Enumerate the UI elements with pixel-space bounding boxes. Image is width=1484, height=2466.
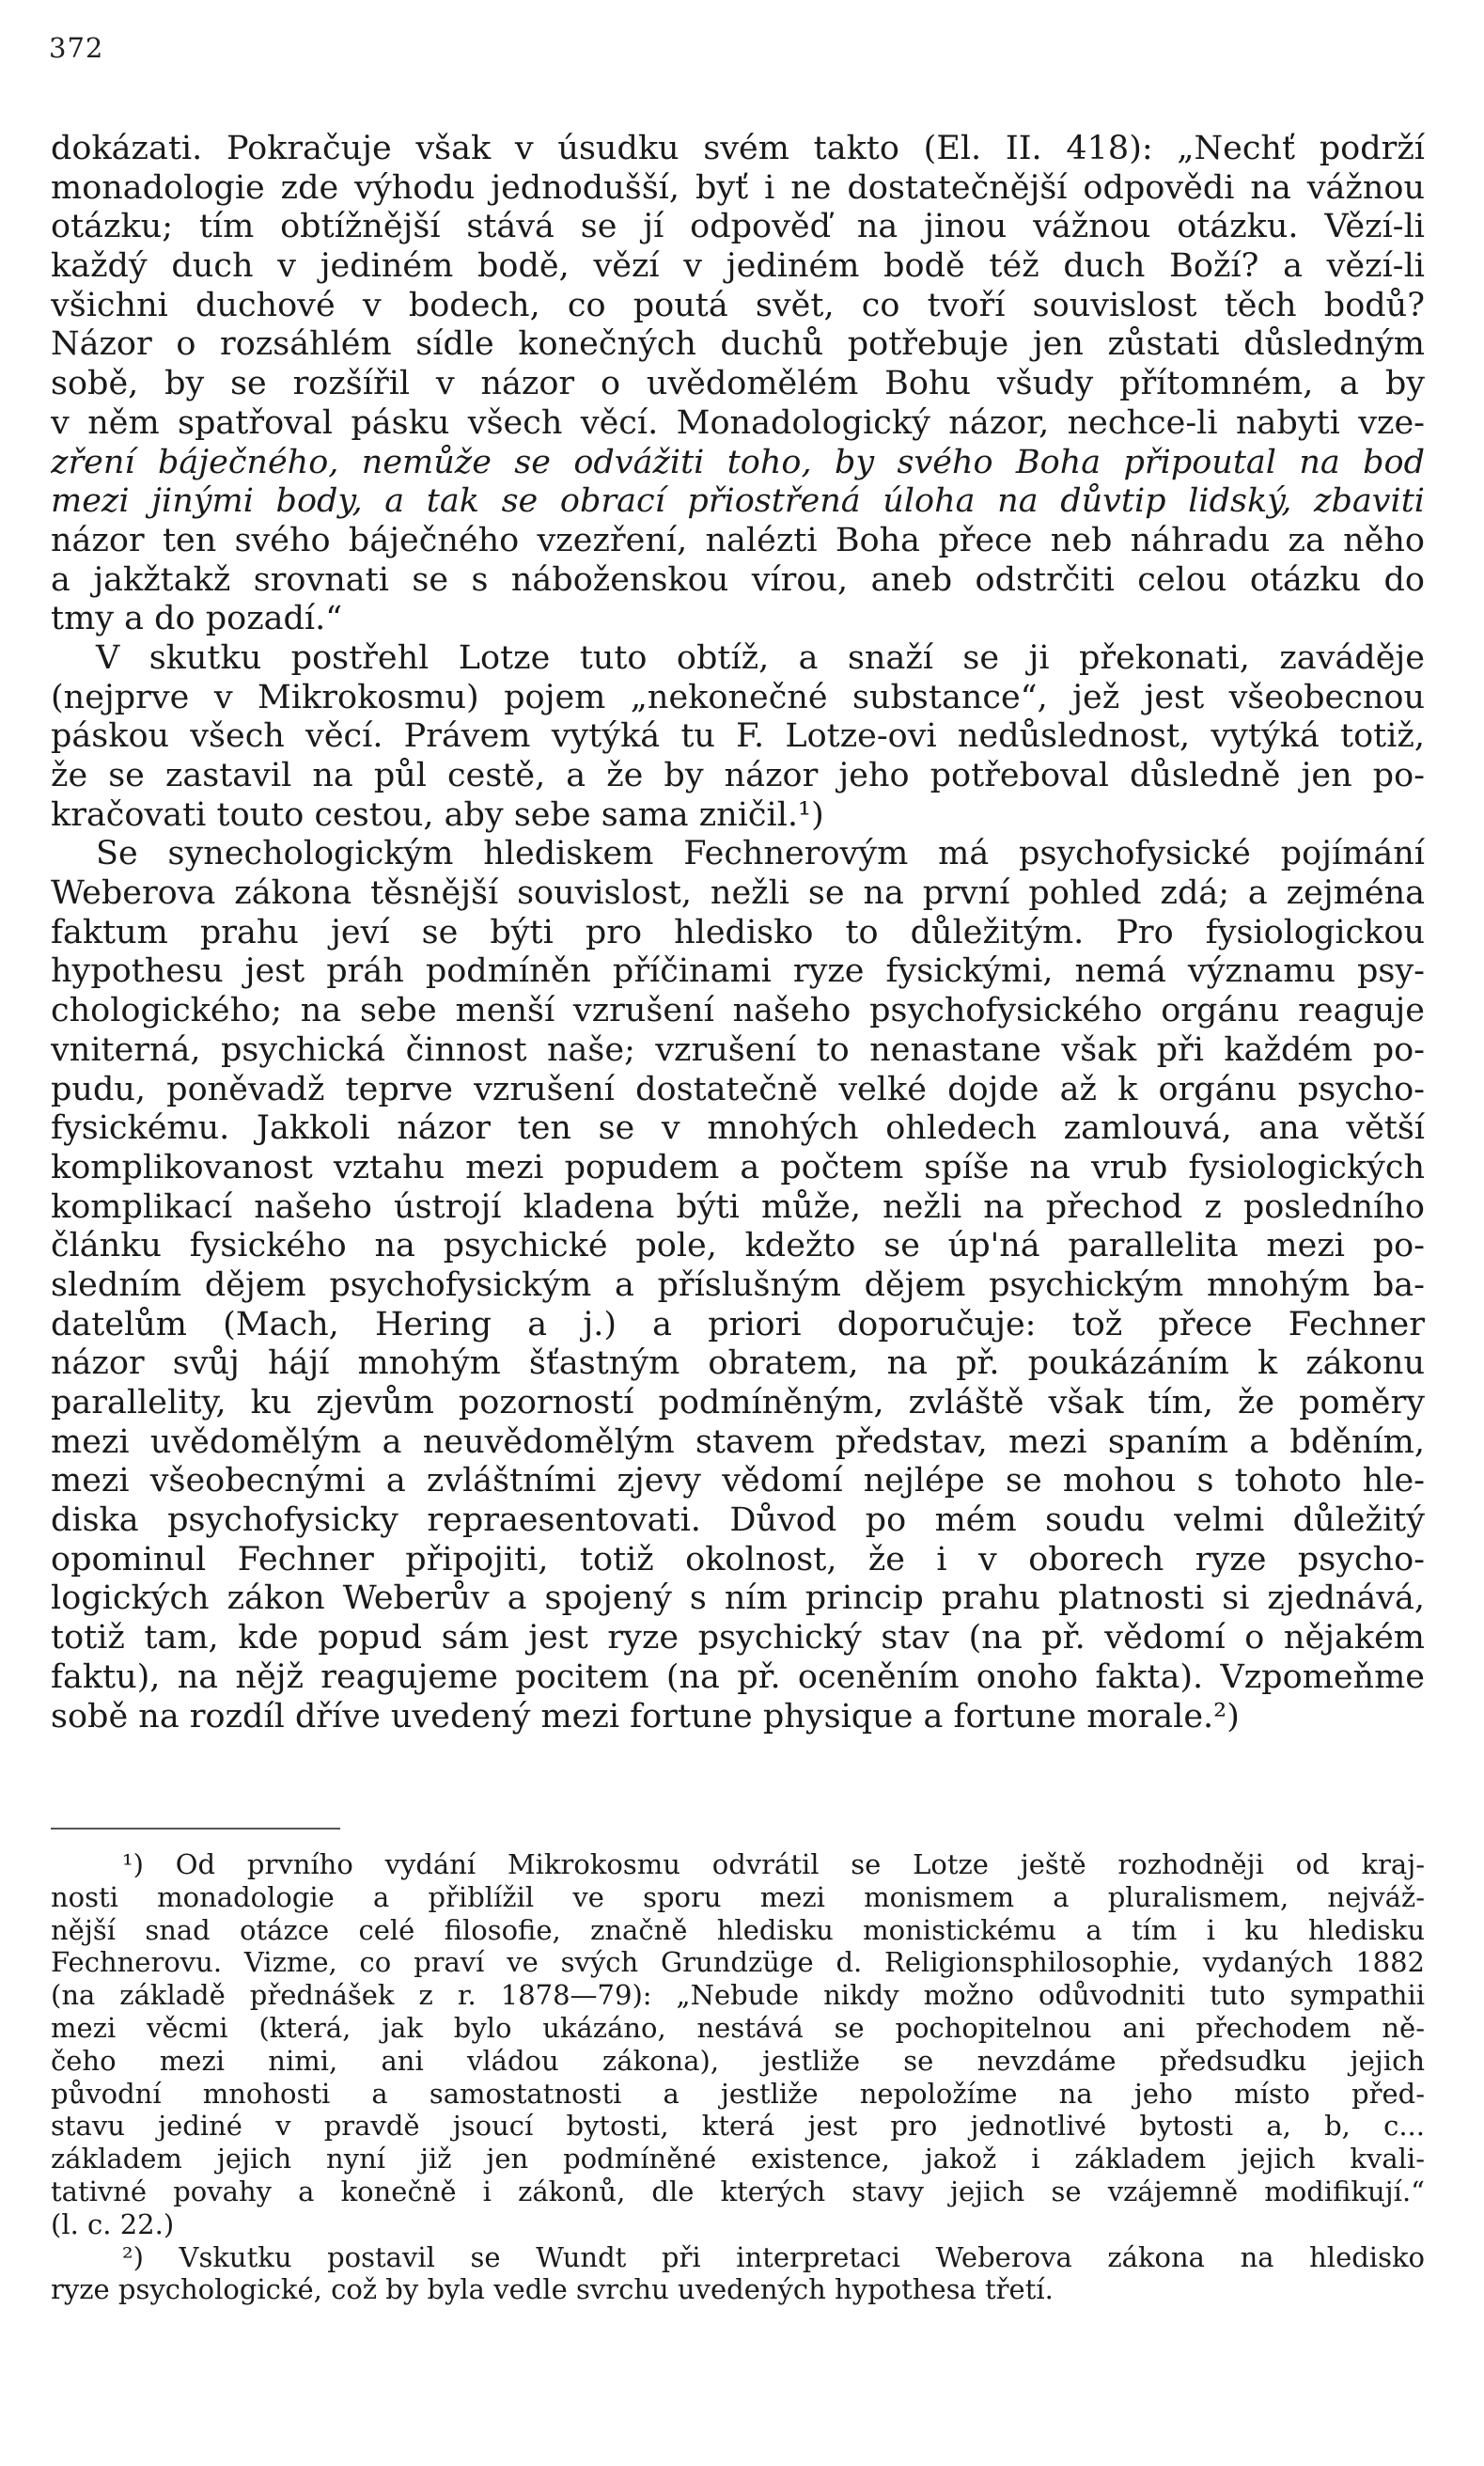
footnote-divider xyxy=(51,1828,340,1830)
text-line: fysickému. Jakkoli názor ten se v mnohých ohledech zamlouvá, ana větší xyxy=(51,1109,1425,1148)
text-line: diska psychofysicky repraesentovati. Důvod po mém soudu velmi důležitý xyxy=(51,1501,1425,1540)
text-line: faktum prahu jeví se býti pro hledisko to důležitým. Pro fysiologickou xyxy=(51,913,1425,951)
text-line: tmy a do pozadí.“ xyxy=(51,600,343,638)
text-line: v něm spatřoval pásku všech věcí. Monadologický názor, nechce-li nabyti vze- xyxy=(51,403,1425,442)
footnote-line: nější snad otázce celé filosofie, značně hledisku monistickému a tím i ku hledisku xyxy=(51,1913,1425,1946)
footnotes-block xyxy=(51,1848,1425,2306)
text-line: otázku; tím obtížnější stává se jí odpověď na jinou vážnou otázku. Vězí-li xyxy=(51,208,1425,246)
footnote-line: mezi věcmi (která, jak bylo ukázáno, nestává se pochopitelnou ani přechodem ně- xyxy=(51,2011,1425,2044)
text-line: páskou všech věcí. Právem vytýká tu F. Lotze-ovi nedůslednost, vytýká totiž, xyxy=(51,717,1425,756)
text-line: všichni duchové v bodech, co poutá svět, co tvoří souvislost těch bodů? xyxy=(51,286,1425,324)
footnote-line: (na základě přednášek z r. 1878—79): „Nebude nikdy možno odůvodniti tuto sympathii xyxy=(51,1979,1425,2012)
footnote-line: původní mnohosti a samostatnosti a jestliže nepoložíme na jeho místo před- xyxy=(51,2077,1425,2110)
footnote-line: stavu jediné v pravdě jsoucí bytosti, která jest pro jednotlivé bytosti a, b, c... xyxy=(51,2110,1425,2143)
text-line: každý duch v jediném bodě, vězí v jediném bodě též duch Boží? a vězí-li xyxy=(51,247,1425,286)
text-line: Weberova zákona těsnější souvislost, nežli se na první pohled zdá; a zejména xyxy=(51,874,1425,913)
text-line: článku fysického na psychické pole, kdežto se úp'ná parallelita mezi po- xyxy=(51,1227,1425,1265)
text-line: (nejprve v Mikrokosmu) pojem „nekonečné substance“, jež jest všeobecnou xyxy=(51,678,1425,716)
text-line: Se synechologickým hlediskem Fechnerovým má psychofysické pojímání xyxy=(96,835,1425,873)
footnote-line: ryze psychologické, což by byla vedle svrchu uvedených hypothesa třetí. xyxy=(51,2273,1054,2306)
text-line: dokázati. Pokračuje však v úsudku svém takto (El. II. 418): „Nechť podrží xyxy=(51,130,1425,167)
text-line: vniterná, psychická činnost naše; vzrušení to nenastane však při každém po- xyxy=(51,1030,1425,1069)
text-line: sobě na rozdíl dříve uvedený mezi fortune physique a fortune morale.²) xyxy=(51,1697,1240,1736)
text-line: logických zákon Weberův a spojený s ním princip prahu platnosti si zjednává, xyxy=(51,1579,1425,1618)
text-line: chologického; na sebe menší vzrušení našeho psychofysického orgánu reaguje xyxy=(51,992,1425,1030)
text-line: komplikovanost vztahu mezi popudem a počtem spíše na vrub fysiologických xyxy=(51,1148,1425,1186)
text-line: Názor o rozsáhlém sídle konečných duchů potřebuje jen zůstati důsledným xyxy=(51,325,1425,364)
text-line: mezi jinými body, a tak se obrací přiostřená úloha na důvtip lidský, zbaviti xyxy=(51,482,1425,521)
text-line: parallelity, ku zjevům pozorností podmíněným, zvláště však tím, že poměry xyxy=(51,1384,1425,1421)
main-text-block xyxy=(51,130,1425,1736)
text-line: že se zastavil na půl cestě, a že by názor jeho potřeboval důsledně jen po- xyxy=(51,757,1425,794)
text-line: kračovati touto cestou, aby sebe sama zničil.¹) xyxy=(51,795,824,834)
text-line: monadologie zde výhodu jednodušší, byť i ne dostatečnější odpovědi na vážnou xyxy=(51,168,1425,207)
text-line: názor svůj hájí mnohým šťastným obratem, na př. poukázáním k zákonu xyxy=(51,1344,1425,1383)
text-line: opominul Fechner připojiti, totiž okolnost, že i v oborech ryze psycho- xyxy=(51,1540,1425,1579)
footnote-line: Fechnerovu. Vizme, co praví ve svých Grundzüge d. Religionsphilosophie, vydaných 1882 xyxy=(51,1946,1425,1979)
text-line: faktu), na nějž reagujeme pocitem (na př. oceněním onoho fakta). Vzpomeňme xyxy=(51,1657,1425,1696)
footnote-line: (l. c. 22.) xyxy=(51,2207,175,2240)
text-line: sobě, by se rozšířil v názor o uvědomělém Bohu všudy přítomném, a by xyxy=(51,365,1425,403)
text-line: datelům (Mach, Hering a j.) a priori doporučuje: tož přece Fechner xyxy=(51,1305,1425,1343)
footnote-line: tativné povahy a konečně i zákonů, dle kterých stavy jejich se vzájemně modifikují.“ xyxy=(51,2175,1425,2207)
footnote-line: čeho mezi nimi, ani vládou zákona), jestliže se nevzdáme předsudku jejich xyxy=(51,2044,1425,2077)
text-line: pudu, poněvadž teprve vzrušení dostatečně velké dojde až k orgánu psycho- xyxy=(51,1070,1425,1108)
page-number: 372 xyxy=(49,32,104,64)
text-line: mezi uvědomělým a neuvědomělým stavem představ, mezi spaním a bděním, xyxy=(51,1422,1425,1461)
text-line: totiž tam, kde popud sám jest ryze psychický stav (na př. vědomí o nějakém xyxy=(51,1619,1425,1657)
text-line: mezi všeobecnými a zvláštními zjevy vědomí nejlépe se mohou s tohoto hle- xyxy=(51,1462,1425,1500)
text-line: zření báječného, nemůže se odvážiti toho, by svého Boha připoutal na bod xyxy=(51,443,1425,481)
footnote-line: ²) Vskutku postavil se Wundt při interpretaci Weberova zákona na hledisko xyxy=(122,2240,1425,2273)
footnote-line: základem jejich nyní již jen podmíněné existence, jakož i základem jejich kvali- xyxy=(51,2143,1425,2175)
text-line: názor ten svého báječného vzezření, nalézti Boha přece neb náhradu za něho xyxy=(51,521,1425,559)
footnote-line: nosti monadologie a přiblížil ve sporu mezi monismem a pluralismem, nejváž- xyxy=(51,1880,1425,1913)
footnote-line: ¹) Od prvního vydání Mikrokosmu odvrátil se Lotze ještě rozhodněji od kraj- xyxy=(122,1848,1425,1880)
text-line: komplikací našeho ústrojí kladena býti může, nežli na přechod z posledního xyxy=(51,1187,1425,1226)
text-line: hypothesu jest práh podmíněn příčinami ryze fysickými, nemá významu psy- xyxy=(51,952,1425,991)
text-line: sledním dějem psychofysickým a příslušným dějem psychickým mnohým ba- xyxy=(51,1265,1425,1304)
text-line: a jakžtakž srovnati se s náboženskou vírou, aneb odstrčiti celou otázku do xyxy=(51,560,1425,599)
text-line: V skutku postřehl Lotze tuto obtíž, a snaží se ji překonati, zaváděje xyxy=(96,638,1425,677)
